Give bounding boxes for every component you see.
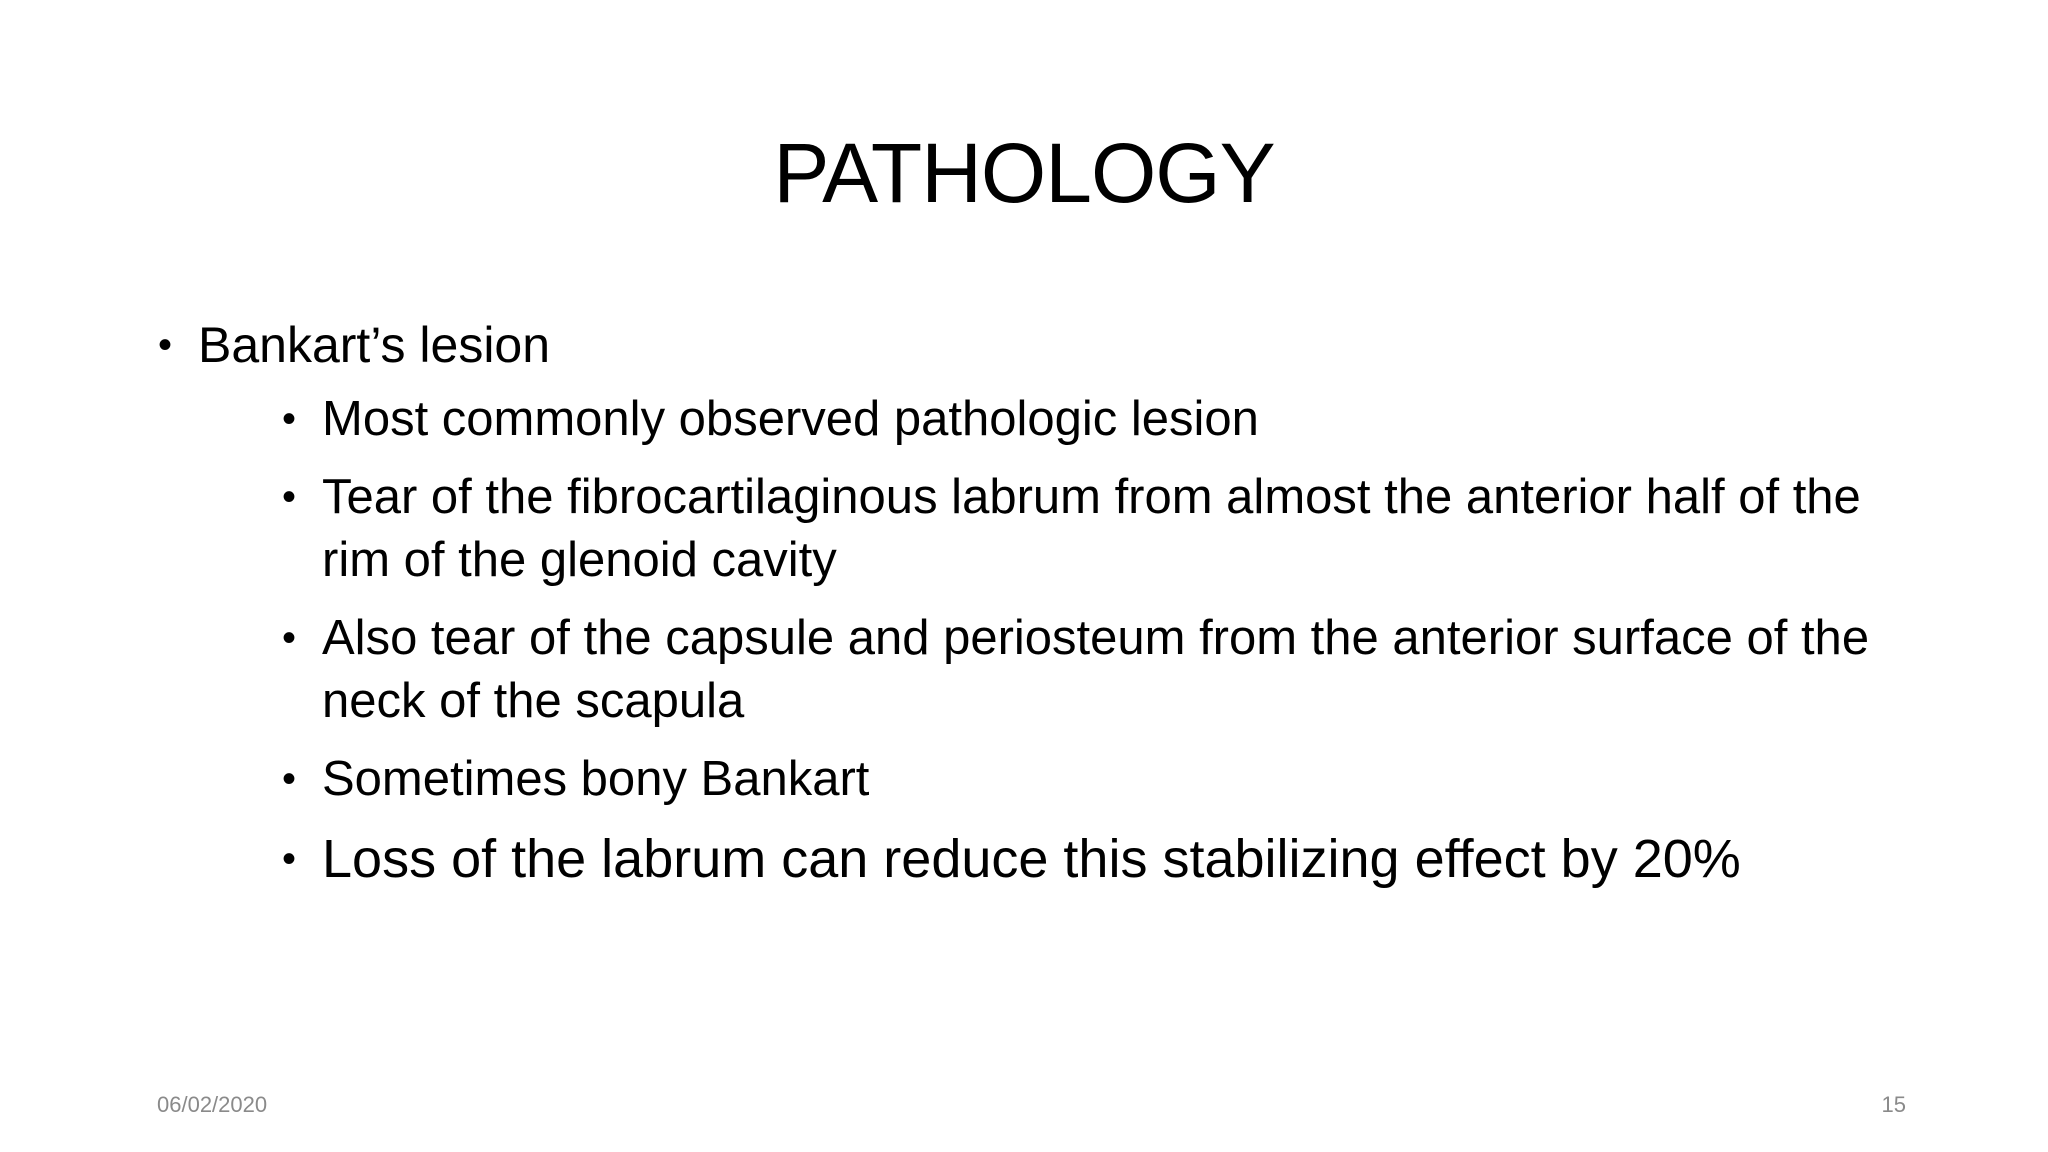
bullet-text: Bankart’s lesion bbox=[198, 317, 551, 373]
sub-bullet-text: Sometimes bony Bankart bbox=[322, 752, 870, 806]
sub-bullet-text: Also tear of the capsule and periosteum from the anterior surface of the neck of the scapula bbox=[322, 611, 1870, 728]
slide-title: PATHOLOGY bbox=[773, 126, 1275, 220]
sub-bullet-item bbox=[276, 388, 1910, 451]
bullet-icon: • bbox=[282, 757, 297, 801]
sub-bullet-item bbox=[276, 748, 1910, 811]
sub-bullet-text: Most commonly observed pathologic lesion bbox=[322, 392, 1259, 446]
bullet-list bbox=[150, 312, 1910, 907]
bullet-icon: • bbox=[158, 323, 173, 367]
sub-bullet-item bbox=[276, 826, 1910, 892]
bullet-icon: • bbox=[282, 475, 297, 519]
sub-bullet-text: Tear of the fibrocartilaginous labrum from almost the anterior half of the rim of the glenoid cavity bbox=[322, 470, 1861, 587]
sub-bullet-item bbox=[276, 466, 1910, 592]
bullet-item-bankarts-lesion bbox=[150, 312, 1910, 892]
sub-bullet-list bbox=[276, 388, 1910, 892]
bullet-icon: • bbox=[282, 837, 297, 881]
footer-date: 06/02/2020 bbox=[157, 1092, 268, 1117]
sub-bullet-item bbox=[276, 607, 1910, 733]
footer-page-number: 15 bbox=[1881, 1092, 1906, 1117]
sub-bullet-text: Loss of the labrum can reduce this stabilizing effect by 20% bbox=[322, 829, 1741, 889]
bullet-icon: • bbox=[282, 397, 297, 441]
bullet-icon: • bbox=[282, 616, 297, 660]
